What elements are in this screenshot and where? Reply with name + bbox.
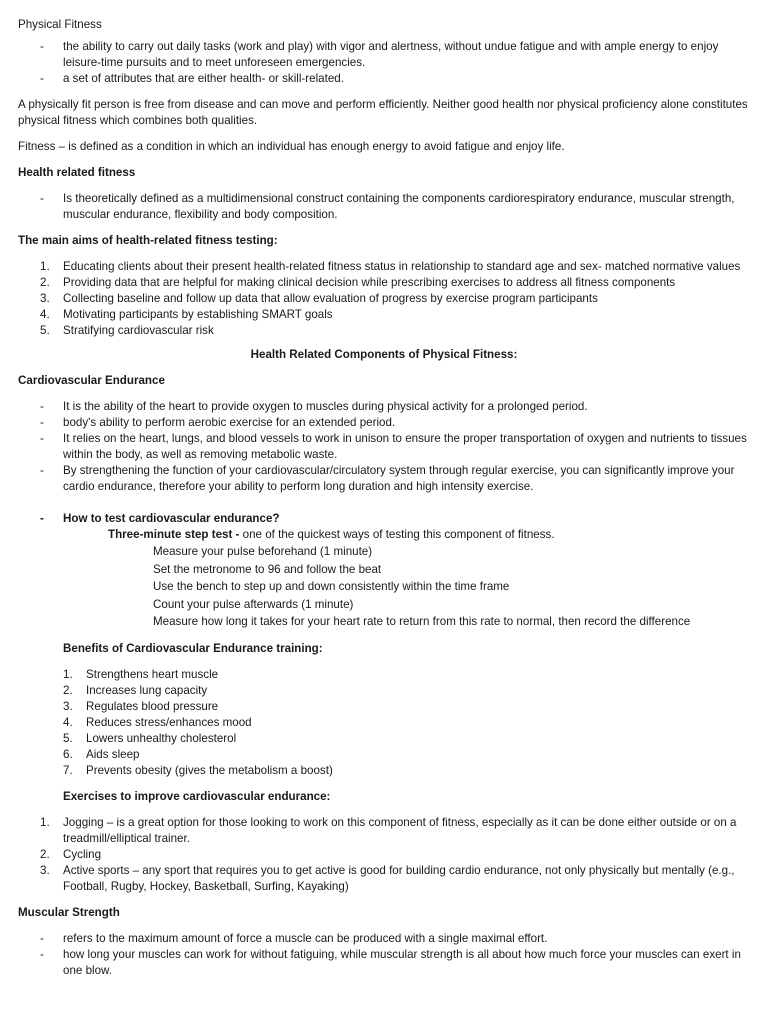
list-text: Aids sleep xyxy=(86,747,140,761)
heading-muscular: Muscular Strength xyxy=(18,905,120,919)
list-number: 4. xyxy=(40,308,50,321)
paragraph-fit-person: A physically fit person is free from disease and can move and perform efficiently. Neither good health nor physical proficiency alone constitutes physical fitness which combines both qualities. xyxy=(18,98,748,127)
step-item: Set the metronome to 96 and follow the beat xyxy=(153,562,382,576)
list-number: 7. xyxy=(63,763,73,777)
list-number: 1. xyxy=(40,815,50,829)
definition-list xyxy=(18,39,750,87)
heading-aims: The main aims of health-related fitness testing: xyxy=(18,234,278,247)
list-item xyxy=(18,667,750,683)
list-text: Regulates blood pressure xyxy=(86,699,219,713)
list-item: - the ability to carry out daily tasks (work and play) with vigor and alertness, without undue fatigue and with ample energy to enjoy leisure-time pursuits and to meet unforeseen emergencies. xyxy=(18,39,750,71)
list-text: Increases lung capacity xyxy=(86,683,208,697)
list-item xyxy=(18,275,750,291)
list-item: - It is the ability of the heart to provide oxygen to muscles during physical activity for a prolonged period. xyxy=(18,399,750,415)
list-text: Providing data that are helpful for making clinical decision while prescribing exercises to address all fitness components xyxy=(63,276,676,289)
test-question: - How to test cardiovascular endurance? xyxy=(18,511,750,527)
list-item xyxy=(18,323,750,339)
list-text: Jogging – is a great option for those looking to work on this component of fitness, especially as it can be done either outside or on a treadmill/elliptical trainer. xyxy=(63,815,737,845)
list-item xyxy=(18,715,750,731)
heading-health-related: Health related fitness xyxy=(18,166,136,179)
heading-benefits: Benefits of Cardiovascular Endurance training: xyxy=(63,641,323,655)
list-text: Prevents obesity (gives the metabolism a boost) xyxy=(86,763,333,777)
list-text: Stratifying cardiovascular risk xyxy=(63,324,214,337)
step-item: Use the bench to step up and down consistently within the time frame xyxy=(153,580,510,593)
list-text: Strengthens heart muscle xyxy=(86,667,219,681)
list-item: - how long your muscles can work for without fatiguing, while muscular strength is all about how much force your muscles can exert in one blow. xyxy=(18,947,750,979)
list-text: Cycling xyxy=(63,847,102,861)
list-number: 2. xyxy=(40,847,50,861)
list-item: - body's ability to perform aerobic exercise for an extended period. xyxy=(18,415,750,431)
list-item: - It relies on the heart, lungs, and blood vessels to work in unison to ensure the proper transportation of oxygen and nutrients to tissues within the body, as well as removing metabolic waste. xyxy=(18,431,750,463)
benefits-list xyxy=(18,667,750,779)
list-number: 3. xyxy=(40,292,50,305)
list-number: 3. xyxy=(40,863,50,877)
list-text: Collecting baseline and follow up data that allow evaluation of progress by exercise program participants xyxy=(63,292,598,305)
list-item xyxy=(18,847,750,863)
list-text: Reduces stress/enhances mood xyxy=(86,715,252,729)
list-text: Active sports – any sport that requires you to get active is good for building cardio endurance, not only physically but mentally (e.g., Football, Rugby, Hockey, Basketball, Surfing, Kayaking) xyxy=(63,863,735,893)
muscular-list xyxy=(18,931,750,979)
list-text: Educating clients about their present health-related fitness status in relationship to standard age and sex- matched normative values xyxy=(63,260,741,273)
paragraph-fitness: Fitness – is defined as a condition in which an individual has enough energy to avoid fatigue and enjoy life. xyxy=(18,140,565,153)
step-item: Measure how long it takes for your heart rate to return from this rate to normal, then record the difference xyxy=(153,615,691,628)
doc-title: Physical Fitness xyxy=(18,18,102,31)
list-item: - refers to the maximum amount of force a muscle can be produced with a single maximal effort. xyxy=(18,931,750,947)
list-number: 5. xyxy=(63,731,73,745)
heading-exercises: Exercises to improve cardiovascular endurance: xyxy=(63,789,331,803)
list-number: 1. xyxy=(63,667,73,681)
list-item xyxy=(18,307,750,323)
step-item: Count your pulse afterwards (1 minute) xyxy=(153,597,354,611)
list-number: 4. xyxy=(63,715,73,729)
list-number: 6. xyxy=(63,747,73,761)
list-item xyxy=(18,747,750,763)
list-item xyxy=(18,763,750,779)
list-item xyxy=(18,699,750,715)
list-item: - a set of attributes that are either health- or skill-related. xyxy=(18,71,750,87)
list-number: 1. xyxy=(40,260,50,273)
list-item xyxy=(18,815,750,847)
step-test-desc: one of the quickest ways of testing this component of fitness. xyxy=(239,528,555,541)
list-item xyxy=(18,863,750,895)
list-item xyxy=(18,291,750,307)
step-item: Measure your pulse beforehand (1 minute) xyxy=(153,545,373,558)
list-item: - By strengthening the function of your cardiovascular/circulatory system through regular exercise, you can significantly improve your cardio endurance, therefore your ability to perform long duration and high intensity exercise. xyxy=(18,463,750,495)
health-related-list xyxy=(18,191,750,223)
step-test-steps xyxy=(18,543,750,631)
list-number: 5. xyxy=(40,324,50,337)
list-number: 2. xyxy=(63,683,73,697)
exercises-list xyxy=(18,815,750,895)
cardio-list xyxy=(18,399,750,495)
list-item: - Is theoretically defined as a multidimensional construct containing the components cardiorespiratory endurance, muscular strength, muscular endurance, flexibility and body composition. xyxy=(18,191,750,223)
list-item xyxy=(18,731,750,747)
heading-cardio: Cardiovascular Endurance xyxy=(18,374,165,387)
step-test-label: Three-minute step test - xyxy=(108,528,240,541)
list-item xyxy=(18,259,750,275)
list-text: Lowers unhealthy cholesterol xyxy=(86,731,237,745)
list-item xyxy=(18,683,750,699)
list-text: Motivating participants by establishing SMART goals xyxy=(63,308,333,321)
step-test-intro xyxy=(18,527,750,543)
list-number: 3. xyxy=(63,699,73,713)
list-number: 2. xyxy=(40,276,50,289)
heading-components: Health Related Components of Physical Fitness: xyxy=(250,348,518,361)
aims-list xyxy=(18,259,750,339)
